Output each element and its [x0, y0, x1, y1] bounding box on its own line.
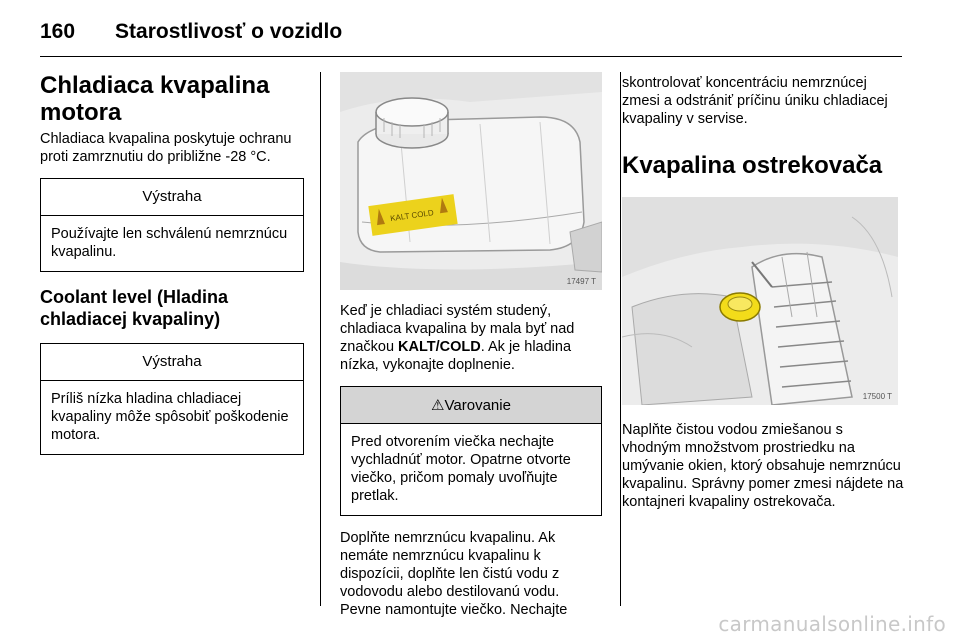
- column-divider: [320, 72, 321, 606]
- subsection-heading: Coolant level (Hladina chladiacej kvapaliny): [40, 287, 229, 329]
- paragraph: Naplňte čistou vodou zmiešanou s vhodným množstvom prostriedku na umývanie okien, ktorý obsahuje nemrznúcu kvapalinu. Správny pomer zmesi nájdete na kontajneri kvapaliny ostrekovača.: [622, 422, 904, 510]
- figure-code: 17497 T: [566, 277, 596, 286]
- paragraph: [340, 302, 602, 374]
- warning-box: [40, 343, 304, 455]
- paragraph-text: Keď je chladiaci systém studený, chladiaca kvapalina by mala byť nad značkou: [340, 303, 575, 355]
- paragraph-text: . Ak je hladina nízka, vykonajte doplnenie.: [340, 339, 572, 373]
- washer-reservoir-figure: [622, 197, 898, 405]
- tank-level-label: KALT COLD: [389, 208, 435, 224]
- warning-box: [40, 178, 304, 272]
- paragraph: skontrolovať koncentráciu nemrznúcej zmesi a odstrániť príčinu úniku chladiacej kvapaliny v servise.: [622, 75, 888, 127]
- intro-paragraph: Chladiaca kvapalina poskytuje ochranu proti zamrznutiu do približne -28 °C.: [40, 131, 292, 165]
- coolant-tank-figure: [340, 72, 602, 290]
- danger-title: Varovanie: [444, 397, 511, 414]
- coolant-tank-illustration: [340, 72, 602, 290]
- page-header: [40, 20, 902, 57]
- kalt-cold-mark: KALT/COLD: [398, 339, 481, 355]
- figure-code: 17500 T: [862, 392, 892, 401]
- chapter-title: Starostlivosť o vozidlo: [115, 20, 343, 43]
- section-heading: Kvapalina ostrekovača: [622, 152, 883, 179]
- page-number: 160: [40, 20, 76, 43]
- warning-text: Príliš nízka hladina chladiacej kvapaliny môže spôsobiť poškodenie motora.: [51, 391, 289, 443]
- warning-title: Výstraha: [41, 344, 303, 381]
- warning-title: Výstraha: [41, 179, 303, 216]
- column-divider: [620, 72, 621, 606]
- warning-text: Používajte len schválenú nemrznúcu kvapalinu.: [51, 226, 288, 260]
- warning-triangle-icon: ⚠: [431, 396, 445, 414]
- section-heading: Chladiaca kvapalina motora: [40, 72, 270, 126]
- danger-text: Pred otvorením viečka nechajte vychladnúť motor. Opatrne otvorte viečko, pričom pomaly uvoľňujte pretlak.: [351, 434, 571, 504]
- column-2: [340, 72, 602, 619]
- watermark: carmanualsonline.info: [718, 612, 946, 636]
- column-1: [40, 72, 304, 455]
- column-3: [622, 74, 904, 511]
- danger-header: [341, 387, 601, 424]
- paragraph: Doplňte nemrznúcu kvapalinu. Ak nemáte nemrznúcu kvapalinu k dispozícii, doplňte len čistú vodu z vodovodu alebo destilovanú vodu. Pevne namontujte viečko. Nechajte: [340, 530, 568, 618]
- danger-box: [340, 386, 602, 516]
- washer-reservoir-illustration: [622, 197, 898, 405]
